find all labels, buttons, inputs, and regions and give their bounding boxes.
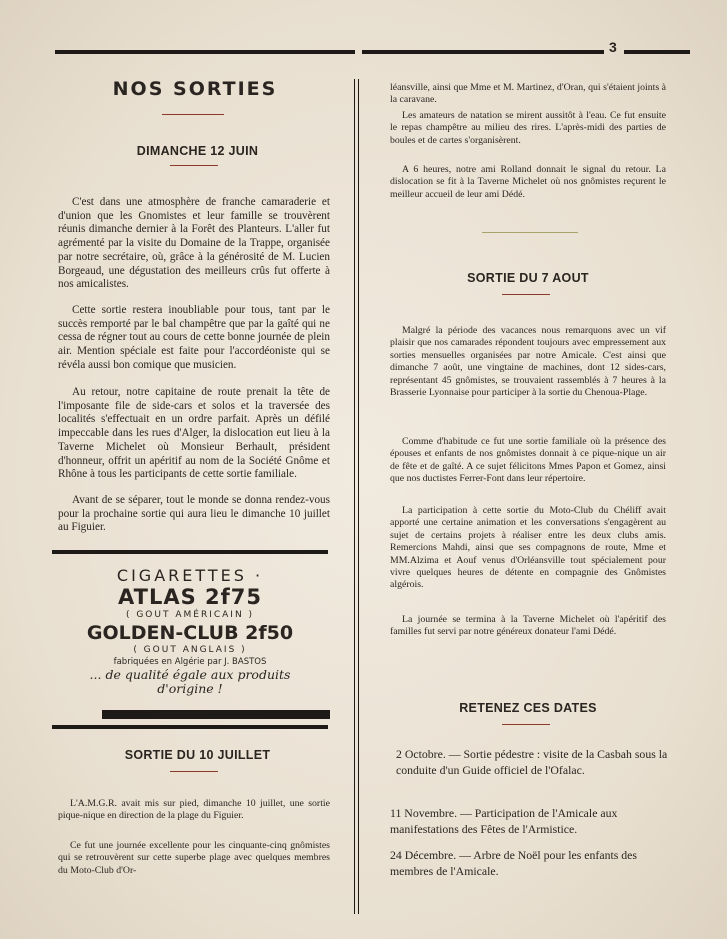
paragraph: La journée se termina à la Taverne Michelet où l'apéritif des familles fut servi par notre généreux donateur l'ami Dédé. [390, 614, 666, 638]
page-title: NOS SORTIES [112, 78, 278, 100]
section-heading-dates: RETENEZ CES DATES [459, 701, 597, 715]
ad-slogan: ... de qualité égale aux produits d'origine ! [89, 667, 291, 696]
ad-atlas-taste: ( GOUT AMÉRICAIN ) [125, 610, 255, 620]
section-heading-12-juin: DIMANCHE 12 JUIN [136, 144, 259, 158]
page-number: 3 [609, 39, 617, 55]
ad-cigarettes-label: CIGARETTES · [116, 566, 264, 585]
date-item [390, 806, 668, 837]
paragraph: A 6 heures, notre ami Rolland donnait le signal du retour. La dislocation se fit à la Taverne Michelet où nos gnômistes reçurent le meilleur accueil de leur ami Dédé. [390, 164, 666, 200]
date-description: — Arbre de Noël pour les enfants des membres de l'Amicale. [390, 848, 638, 878]
section-underline [170, 165, 218, 166]
paragraph: L'A.M.G.R. avait mis sur pied, dimanche 10 juillet, une sortie pique-nique en direction de la plage du Figuier. [58, 798, 330, 822]
paragraph: Les amateurs de natation se mirent aussitôt à l'eau. Ce fut ensuite le repas champêtre au milieu des rires. L'après-midi des parties de boules et de cartes s'organisèrent. [390, 110, 666, 146]
paragraph: Comme d'habitude ce fut une sortie familiale où la présence des épouses et enfants de nos gnômistes donnait à ce pique-nique un air de fête et de gaîté. A ce sujet félicitons Mmes Papon et Gomez, ainsi que nos ductistes Ferrer-Font dans leur répertoire. [390, 436, 666, 485]
paragraph: C'est dans une atmosphère de franche camaraderie et d'union que les Gnomistes et leur famille se trouvèrent réunis dimanche dernier à la Forêt des Planteurs. L'aller fut agrémenté par la visite du Domaine de la Trappe, organisée par notre secrétaire, où, grâce à la générosité de M. Lucien Borgeaud, une dégustation des meilleurs crûs fut offerte à nos amicalistes. [58, 196, 330, 291]
paragraph: Cette sortie restera inoubliable pour tous, tant par le succès remporté par le bal champêtre que par la gaîté qui ne cessa de régner tout au cours de cette bonne journée de plein air. Mention spéciale est faite pour l'accordéoniste qui se révéla aussi bon comique que musicien. [58, 304, 330, 371]
ad-atlas-brand: ATLAS 2f75 [118, 585, 262, 609]
section-underline [170, 771, 218, 772]
header-rule-left [55, 50, 355, 54]
section-heading-7-aout: SORTIE DU 7 AOUT [467, 271, 589, 285]
paragraph: La participation à cette sortie du Moto-Club du Chéliff avait apporté une certaine animation et les conversations s'engagèrent au sujet de certains projets à réaliser entre les deux clubs amis. Remercions Mahdi, ainsi que ses compagnons de route, Mme et MM.Alzima et Aouf venus d'Orléansville tout spécialement pour vivre quelques heures de détente en compagnie des Gnômistes algérois. [390, 505, 666, 591]
section-underline [502, 294, 550, 295]
date-item [390, 848, 668, 879]
ad-maker-line: fabriquées en Algérie par J. BASTOS [113, 657, 267, 667]
date-label: 24 Décembre. [390, 848, 457, 862]
paragraph: Ce fut une journée excellente pour les cinquante-cinq gnômistes qui se retrouvèrent sur cette superbe plage avec quelques membres du Moto-Club d'Or- [58, 840, 330, 876]
title-underline [162, 114, 224, 115]
date-label: 11 Novembre. [390, 806, 458, 820]
decorative-divider [482, 232, 578, 233]
paragraph: léansville, ainsi que Mme et M. Martinez, d'Oran, qui s'étaient joints à la caravane. [390, 82, 666, 106]
date-item [396, 747, 668, 778]
paragraph: Malgré la période des vacances nous remarquons avec un vif plaisir que nos camarades répondent toujours avec empressement aux sorties mensuelles organisées par notre Amicale. C'est ainsi que dimanche 7 août, une vingtaine de machines, dont 12 sides-cars, représentant 45 gnômistes, se trouvaient rassemblés à 7 heures à la Brasserie Lyonnaise pour participer à la sortie du Chenoua-Plage. [390, 325, 666, 399]
date-label: 2 Octobre. [396, 747, 446, 761]
ad-bottom-rule [52, 725, 328, 729]
header-rule-end [624, 50, 690, 54]
date-description: — Participation de l'Amicale aux manifestations des Fêtes de l'Armistice. [390, 806, 618, 836]
ad-black-bar [102, 710, 330, 719]
date-description: — Sortie pédestre : visite de la Casbah sous la conduite d'un Guide officiel de l'Ofalac. [396, 747, 668, 777]
ad-golden-taste: ( GOUT ANGLAIS ) [133, 645, 247, 655]
section-underline [502, 724, 550, 725]
header-rule-right [362, 50, 604, 54]
column-divider [354, 79, 359, 914]
section-heading-10-juillet: SORTIE DU 10 JUILLET [124, 748, 271, 762]
paragraph: Avant de se séparer, tout le monde se donna rendez-vous pour la prochaine sortie qui aura lieu le dimanche 10 juillet au Figuier. [58, 494, 330, 534]
ad-top-rule [52, 550, 328, 554]
cigarettes-advertisement [52, 566, 328, 726]
ad-golden-club-brand: GOLDEN-CLUB 2f50 [86, 622, 294, 644]
paragraph: Au retour, notre capitaine de route prenait la tête de l'imposante file de side-cars et solos et la traversée des localités s'effectuait en un ordre parfait. Après un défilé impeccable dans les rues d'Alger, la dislocation eut lieu à la Taverne Michelet où Monsieur Berhault, président d'honneur, offrit un apéritif au nom de la Société Gnôme et Rhône à tous les participants de cette sortie familiale. [58, 386, 330, 481]
